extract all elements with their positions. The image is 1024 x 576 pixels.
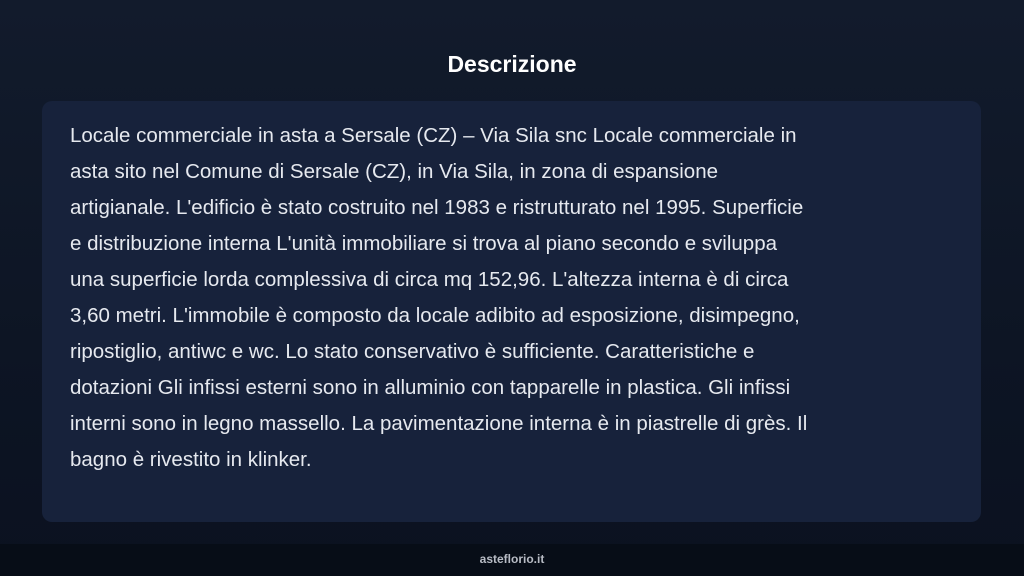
- description-line: interni sono in legno massello. La pavimentazione interna è in piastrelle di grès. Il: [70, 412, 808, 435]
- description-line: artigianale. L'edificio è stato costruito nel 1983 e ristrutturato nel 1995. Superficie: [70, 196, 804, 219]
- description-line: dotazioni Gli infissi esterni sono in alluminio con tapparelle in plastica. Gli infissi: [70, 376, 791, 399]
- description-line: Locale commerciale in asta a Sersale (CZ) – Via Sila snc Locale commerciale in: [70, 124, 797, 147]
- description-line: una superficie lorda complessiva di circa mq 152,96. L'altezza interna è di circa: [70, 268, 789, 291]
- page-title: Descrizione: [447, 51, 577, 77]
- footer-site-name: asteflorio.it: [479, 552, 545, 566]
- description-line: asta sito nel Comune di Sersale (CZ), in Via Sila, in zona di espansione: [70, 160, 718, 183]
- description-line: e distribuzione interna L'unità immobiliare si trova al piano secondo e sviluppa: [70, 232, 778, 255]
- description-line: 3,60 metri. L'immobile è composto da locale adibito ad esposizione, disimpegno,: [70, 304, 800, 327]
- description-card: [42, 101, 981, 522]
- footer: [0, 544, 1024, 576]
- description-line: bagno è rivestito in klinker.: [70, 448, 312, 471]
- description-line: ripostiglio, antiwc e wc. Lo stato conservativo è sufficiente. Caratteristiche e: [70, 340, 755, 363]
